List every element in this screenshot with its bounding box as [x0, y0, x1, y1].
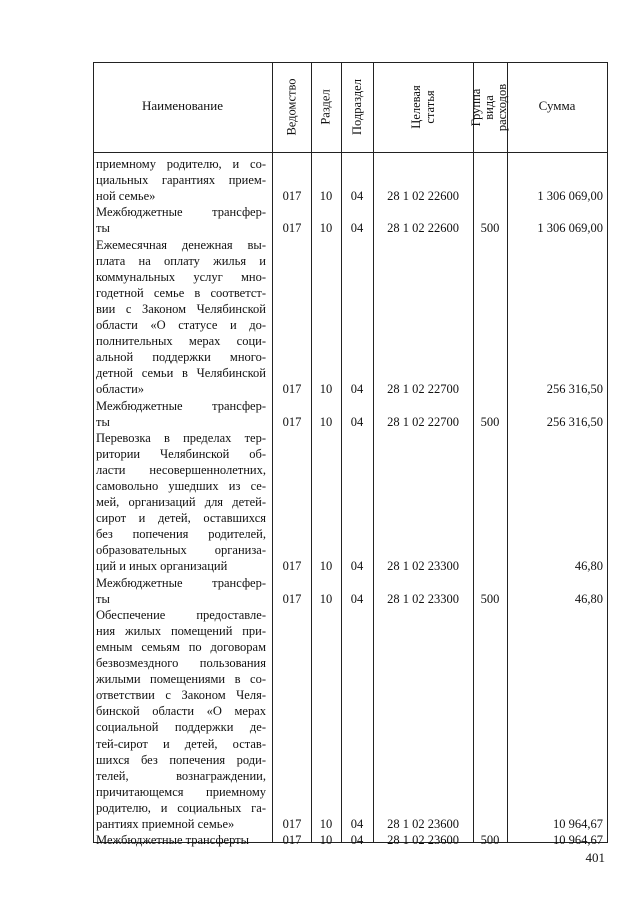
- row-name-line: ты: [96, 414, 110, 429]
- row-gruppa: 500: [480, 833, 500, 848]
- row-name-line: емным семьям по договорам: [96, 639, 266, 654]
- row-summa: 10 964,67: [553, 833, 603, 848]
- row-summa: 46,80: [574, 591, 603, 606]
- row-vedomstvo: 017: [282, 189, 302, 204]
- row-name-line: шихся без попечения роди-: [96, 752, 266, 767]
- row-name-line: ответствии с Законом Челя-: [96, 688, 266, 703]
- header-gruppa: [469, 62, 510, 152]
- row-name-line: Межбюджетные трансфер-: [96, 205, 266, 220]
- table-row: [0, 204, 640, 236]
- row-podrazdel: 04: [350, 189, 364, 204]
- row-name-line: ритории Челябинской об-: [96, 446, 266, 461]
- row-celevaya: 28 1 02 22700: [387, 414, 459, 429]
- row-name-line: жилыми помещениями в со-: [96, 672, 266, 687]
- header-podrazdel-text: Подраздел: [350, 79, 364, 135]
- row-name-line: родителю, и социальных га-: [96, 800, 266, 815]
- row-podrazdel: 04: [350, 591, 364, 606]
- row-vedomstvo: 017: [282, 382, 302, 397]
- table-row: [0, 575, 640, 607]
- row-name-line: ласти несовершеннолетних,: [96, 462, 266, 477]
- row-vedomstvo: 017: [282, 414, 302, 429]
- row-name-line: циальных гарантиях прием-: [96, 173, 266, 188]
- row-razdel: 10: [319, 817, 333, 832]
- header-podrazdel: [341, 62, 373, 152]
- row-summa: 46,80: [574, 559, 603, 574]
- header-vedomstvo: [272, 62, 311, 152]
- row-podrazdel: 04: [350, 817, 364, 832]
- row-name: [96, 156, 266, 204]
- row-razdel: 10: [319, 559, 333, 574]
- row-celevaya: 28 1 02 23600: [387, 817, 459, 832]
- row-summa: 1 306 069,00: [537, 189, 603, 204]
- row-name: [96, 430, 266, 575]
- row-gruppa: 500: [480, 591, 500, 606]
- row-name-line: вии с Законом Челябинской: [96, 301, 266, 316]
- row-vedomstvo: 017: [282, 221, 302, 236]
- row-name-line: тей-сирот и детей, остав-: [96, 736, 266, 751]
- row-name-line: ной семье»: [96, 189, 156, 204]
- row-razdel: 10: [319, 591, 333, 606]
- row-razdel: 10: [319, 221, 333, 236]
- row-name-line: ты: [96, 591, 110, 606]
- row-celevaya: 28 1 02 22600: [387, 221, 459, 236]
- row-name-line: социальной поддержки де-: [96, 720, 266, 735]
- row-razdel: 10: [319, 414, 333, 429]
- row-name-line: альной поддержки много-: [96, 350, 266, 365]
- table-row: [0, 237, 640, 398]
- row-name-line: бинской области «О мерах: [96, 704, 266, 719]
- row-name-line: безвозмездного пользования: [96, 656, 266, 671]
- header-summa: Сумма: [538, 98, 576, 113]
- page-number: 401: [585, 850, 605, 865]
- row-summa: 256 316,50: [546, 382, 603, 397]
- row-summa: 256 316,50: [546, 414, 603, 429]
- row-celevaya: 28 1 02 22700: [387, 382, 459, 397]
- row-vedomstvo: 017: [282, 559, 302, 574]
- row-name-line: Межбюджетные трансфер-: [96, 575, 266, 590]
- row-summa: 10 964,67: [553, 817, 603, 832]
- row-name-line: приемному родителю, и со-: [96, 157, 266, 171]
- table-row: [0, 156, 640, 204]
- row-name-line: самовольно ушедших из се-: [96, 478, 266, 493]
- header-celevaya-text: Целевая статья: [409, 85, 437, 129]
- row-summa: 1 306 069,00: [537, 221, 603, 236]
- row-podrazdel: 04: [350, 833, 364, 848]
- header-razdel: [311, 62, 341, 152]
- header-name: Наименование: [142, 98, 223, 113]
- row-name: [96, 237, 266, 398]
- row-celevaya: 28 1 02 23300: [387, 559, 459, 574]
- row-name-line: без попечения родителей,: [96, 527, 266, 542]
- row-name-line: сирот и детей, оставшихся: [96, 511, 266, 526]
- row-name-line: причитающемся приемному: [96, 784, 266, 799]
- row-name-line: полнительных мерах соци-: [96, 334, 266, 349]
- row-name: [96, 607, 266, 832]
- header-bottom-border: [93, 152, 608, 153]
- row-name-line: рантиях приемной семье»: [96, 817, 235, 832]
- row-name: [96, 398, 266, 430]
- header-vedomstvo-text: Ведомство: [284, 78, 299, 136]
- row-name-line: годетной семье в соответст-: [96, 285, 266, 300]
- row-celevaya: 28 1 02 23300: [387, 591, 459, 606]
- row-name: [96, 832, 266, 848]
- table-row: [0, 607, 640, 832]
- row-name-line: Межбюджетные трансферты: [96, 833, 250, 848]
- row-name-line: Ежемесячная денежная вы-: [96, 237, 266, 252]
- row-name-line: ния жилых помещений при-: [96, 623, 266, 638]
- row-name-line: Обеспечение предоставле-: [96, 607, 266, 622]
- row-podrazdel: 04: [350, 414, 364, 429]
- row-name-line: коммунальных услуг мно-: [96, 269, 266, 284]
- row-podrazdel: 04: [350, 221, 364, 236]
- row-vedomstvo: 017: [282, 817, 302, 832]
- row-vedomstvo: 017: [282, 833, 302, 848]
- row-name-line: образовательных организа-: [96, 543, 266, 558]
- row-razdel: 10: [319, 833, 333, 848]
- row-razdel: 10: [319, 382, 333, 397]
- row-name: [96, 575, 266, 607]
- row-name-line: Межбюджетные трансфер-: [96, 398, 266, 413]
- row-vedomstvo: 017: [282, 591, 302, 606]
- row-name-line: детной семьи в Челябинской: [96, 366, 266, 381]
- header-gruppa-text: Группа вида расходов: [469, 83, 510, 131]
- row-podrazdel: 04: [350, 382, 364, 397]
- row-name-line: ты: [96, 221, 110, 236]
- table-row: [0, 832, 640, 848]
- table-row: [0, 398, 640, 430]
- row-celevaya: 28 1 02 23600: [387, 833, 459, 848]
- row-name-line: ций и иных организаций: [96, 559, 228, 574]
- header-razdel-text: Раздел: [319, 89, 334, 125]
- row-name-line: области «О статусе и до-: [96, 317, 266, 332]
- row-celevaya: 28 1 02 22600: [387, 189, 459, 204]
- row-gruppa: 500: [480, 414, 500, 429]
- table-row: [0, 430, 640, 575]
- row-name-line: Перевозка в пределах тер-: [96, 430, 266, 445]
- row-name-line: плата на оплату жилья и: [96, 253, 266, 268]
- row-name-line: области»: [96, 382, 145, 397]
- row-name-line: мей, организаций для детей-: [96, 495, 266, 510]
- row-podrazdel: 04: [350, 559, 364, 574]
- row-name: [96, 204, 266, 236]
- row-name-line: телей, вознаграждении,: [96, 768, 266, 783]
- row-gruppa: 500: [480, 221, 500, 236]
- header-celevaya: [373, 62, 473, 152]
- row-razdel: 10: [319, 189, 333, 204]
